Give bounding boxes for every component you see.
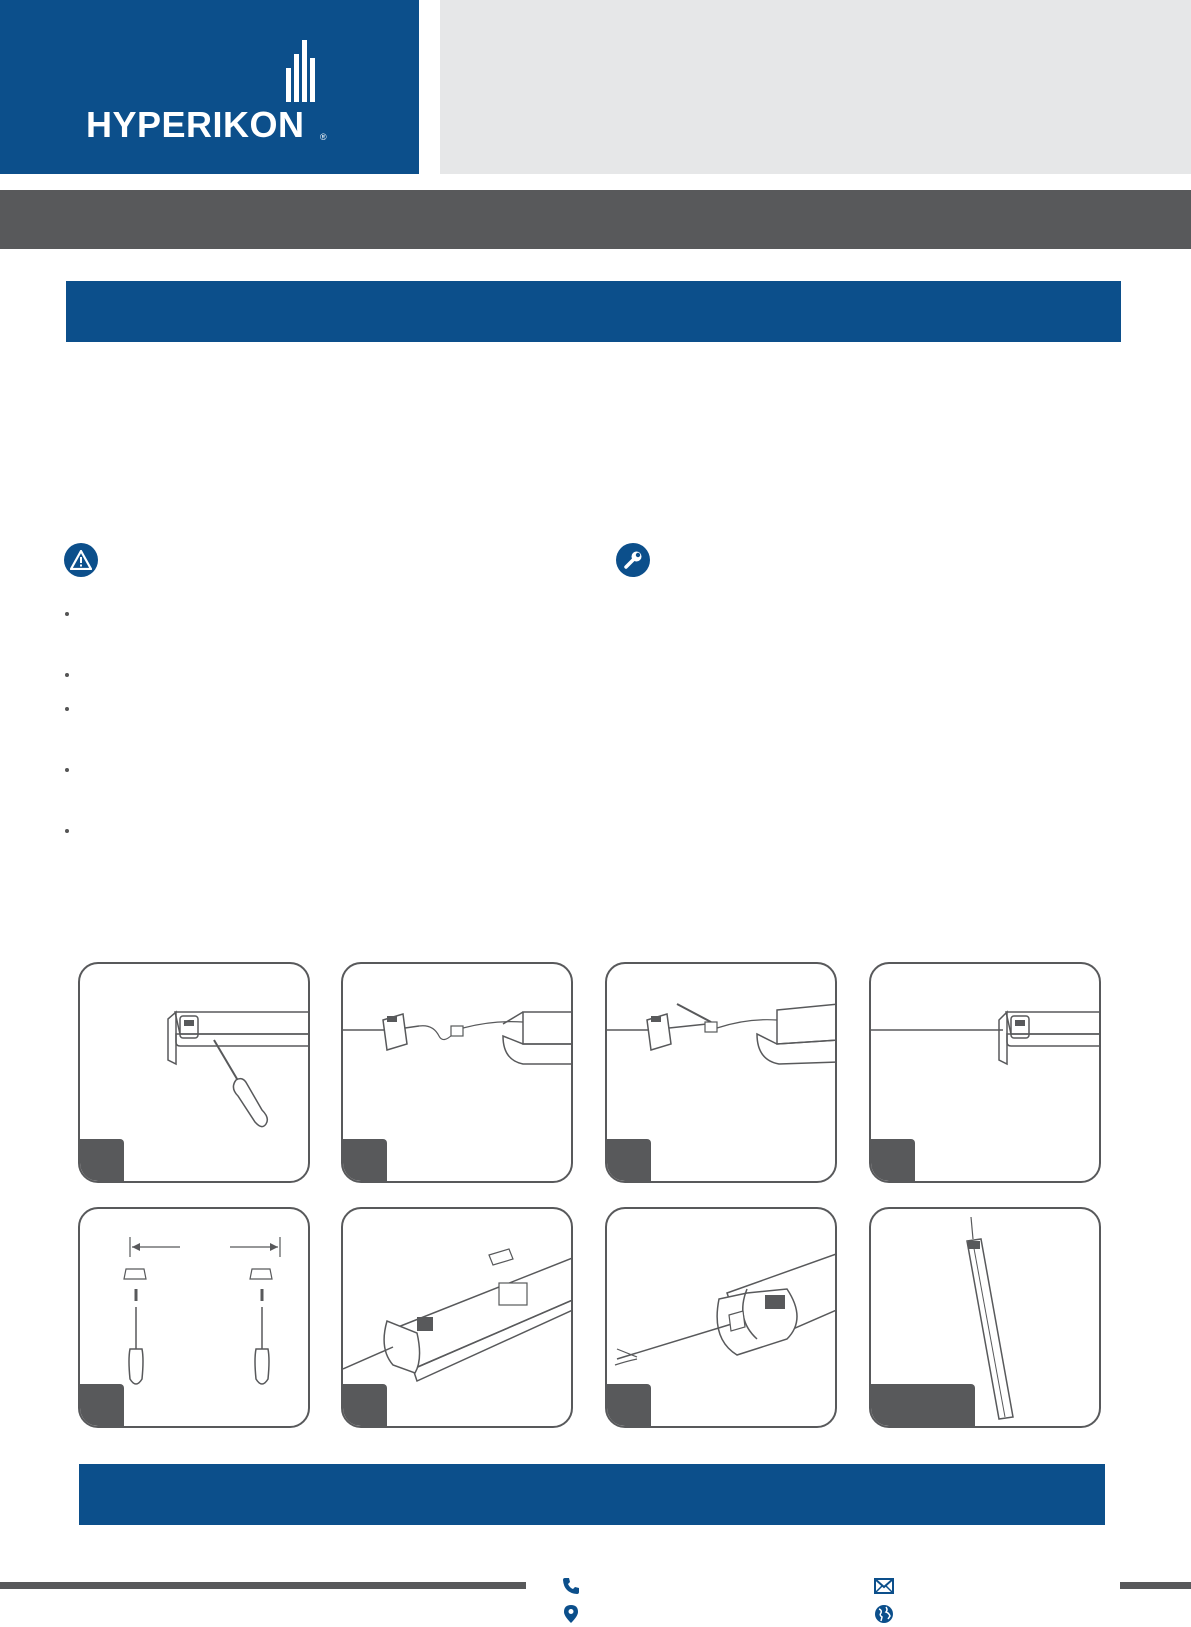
list-bullet <box>65 829 69 833</box>
logo-bars-icon <box>286 40 316 102</box>
footer-banner <box>79 1464 1105 1525</box>
header-title-block <box>440 0 1191 174</box>
registered-mark: ® <box>320 132 327 142</box>
warning-triangle-icon <box>64 543 98 577</box>
step-panel-1 <box>78 962 310 1183</box>
step-number-tab <box>80 1384 124 1426</box>
step-number-tab <box>607 1139 651 1181</box>
phone-icon <box>561 1576 581 1596</box>
footer-rule-left <box>0 1582 526 1589</box>
list-bullet <box>65 673 69 677</box>
list-bullet <box>65 612 69 616</box>
section-heading-bar <box>66 281 1121 342</box>
step-number-tab <box>343 1139 387 1181</box>
list-bullet <box>65 707 69 711</box>
step-number-tab <box>607 1384 651 1426</box>
step-number-tab <box>343 1384 387 1426</box>
list-bullet <box>65 768 69 772</box>
step-panel-5 <box>78 1207 310 1428</box>
step-panel-7 <box>605 1207 837 1428</box>
brand-logo-text: HYPERIKON <box>86 104 305 145</box>
location-pin-icon <box>561 1604 581 1624</box>
envelope-icon <box>874 1576 894 1596</box>
step-number-tab <box>871 1384 975 1426</box>
step-panel-2 <box>341 962 573 1183</box>
step-panel-4 <box>869 962 1101 1183</box>
header-band <box>0 190 1191 249</box>
footer-rule-right <box>1120 1582 1191 1589</box>
wrench-icon <box>616 543 650 577</box>
logo-block <box>0 0 419 174</box>
step-number-tab <box>80 1139 124 1181</box>
step-panel-8 <box>869 1207 1101 1428</box>
globe-icon <box>874 1604 894 1624</box>
step-panel-3 <box>605 962 837 1183</box>
step-number-tab <box>871 1139 915 1181</box>
step-panel-6 <box>341 1207 573 1428</box>
